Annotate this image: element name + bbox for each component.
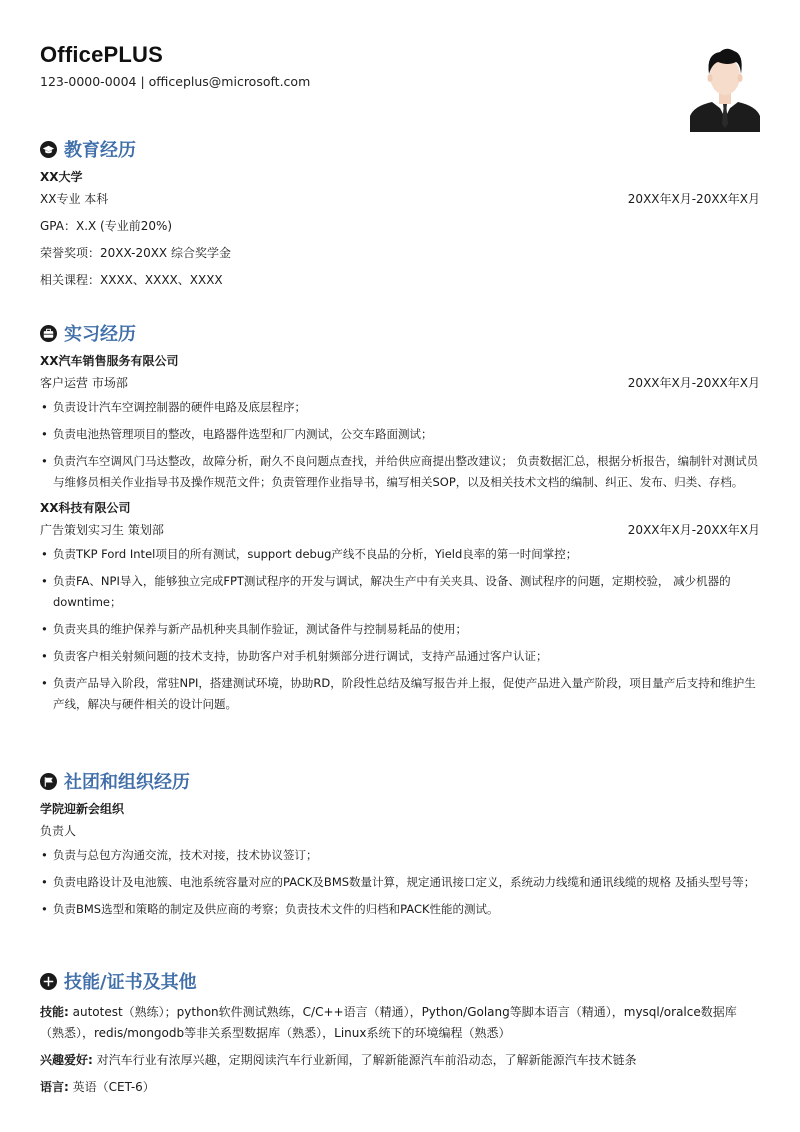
- company-name: XX科技有限公司: [40, 501, 131, 515]
- skill-entry: [40, 1050, 760, 1071]
- internship-section: [40, 320, 760, 721]
- plus-cross-icon: [40, 973, 57, 990]
- skills-heading: [40, 968, 760, 994]
- club-section: [40, 768, 760, 926]
- skill-label: 兴趣爱好:: [40, 1053, 93, 1067]
- company-name: XX汽车销售服务有限公司: [40, 354, 179, 368]
- education-row: [40, 186, 760, 213]
- list-item: • 负责TKP Ford Intel项目的所有测试，support debug产线不良品的分析，Yield良率的第一时间掌控；: [40, 544, 760, 565]
- list-item: • 负责夹具的维护保养与新产品机种夹具制作验证，测试备件与控制易耗品的使用；: [40, 619, 760, 640]
- honors-line: 荣誉奖项：20XX-20XX 综合奖学金: [40, 246, 231, 260]
- contact-info: 123-0000-0004 | officeplus@microsoft.com: [40, 74, 311, 89]
- education-section: [40, 136, 760, 294]
- skill-entry: [40, 1002, 760, 1044]
- skills-section: [40, 968, 760, 1104]
- list-item: • 负责BMS选型和策略的制定及供应商的考察；负责技术文件的归档和PACK性能的测试。: [40, 899, 760, 920]
- skills-list: [40, 1002, 760, 1098]
- job-row: [40, 517, 760, 544]
- skill-label: 技能:: [40, 1005, 69, 1019]
- job-role: 广告策划实习生 策划部: [40, 523, 164, 537]
- list-item: • 负责电路设计及电池簇、电池系统容量对应的PACK及BMS数量计算，规定通讯接口定义，系统动力线缆和通讯线缆的规格 及插头型号等；: [40, 872, 760, 893]
- skills-title: 技能/证书及其他: [64, 972, 197, 993]
- major: XX专业 本科: [40, 192, 109, 206]
- job-entry: [40, 499, 760, 715]
- club-heading: [40, 768, 760, 794]
- list-item: • 负责与总包方沟通交流，技术对接，技术协议签订；: [40, 845, 760, 866]
- skill-text: 英语（CET-6）: [68, 1080, 155, 1094]
- list-item: • 负责电池热管理项目的整改，电路器件选型和厂内测试，公交车路面测试；: [40, 424, 760, 445]
- flag-icon: [40, 773, 57, 790]
- club-title: 社团和组织经历: [64, 772, 190, 793]
- job-period: 20XX年X月-20XX年X月: [627, 523, 760, 537]
- list-item: • 负责FA、NPI导入，能够独立完成FPT测试程序的开发与调试，解决生产中有关夹具、设备、测试程序的问题，定期校验， 减少机器的downtime；: [40, 571, 760, 613]
- club-bullets: [40, 845, 760, 920]
- education-period: 20XX年X月-20XX年X月: [627, 192, 760, 206]
- list-item: • 负责客户相关射频问题的技术支持，协助客户对手机射频部分进行调试，支持产品通过客户认证；: [40, 646, 760, 667]
- list-item: • 负责设计汽车空调控制器的硬件电路及底层程序；: [40, 397, 760, 418]
- briefcase-icon: [40, 325, 57, 342]
- job-role: 客户运营 市场部: [40, 376, 128, 390]
- job-row: [40, 370, 760, 397]
- internship-title: 实习经历: [64, 324, 136, 345]
- job-entry: [40, 352, 760, 493]
- list-item: • 负责汽车空调风门马达整改，故障分析，耐久不良问题点查找，并给供应商提出整改建议； 负责数据汇总，根据分析报告，编制针对测试员与维修员相关作业指导书及操作规范文件；负责管理作业指导书，编写相关SOP，以及相关技术文档的编制、纠正、发布、归类、存档。: [40, 451, 760, 493]
- resume-header: [40, 42, 760, 134]
- graduation-cap-icon: [40, 141, 57, 158]
- club-role: 负责人: [40, 824, 77, 838]
- internship-heading: [40, 320, 760, 346]
- courses-line: 相关课程：XXXX、XXXX、XXXX: [40, 273, 223, 287]
- job-period: 20XX年X月-20XX年X月: [627, 376, 760, 390]
- job-bullets: [40, 397, 760, 493]
- list-item: • 负责产品导入阶段，常驻NPI，搭建测试环境，协助RD，阶段性总结及编写报告并上报，促使产品进入量产阶段，项目量产后支持和维护生产线，解决与硬件相关的设计问题。: [40, 673, 760, 715]
- skill-text: 对汽车行业有浓厚兴趣，定期阅读汽车行业新闻，了解新能源汽车前沿动态，了解新能源汽车技术链条: [92, 1053, 637, 1067]
- job-bullets: [40, 544, 760, 715]
- education-heading: [40, 136, 760, 162]
- education-title: 教育经历: [64, 140, 136, 161]
- gpa-line: GPA：X.X (专业前20%): [40, 219, 173, 233]
- avatar: [690, 42, 760, 132]
- club-org: 学院迎新会组织: [40, 802, 125, 816]
- skill-text: autotest（熟练）；python软件测试熟练，C/C++语言（精通），Python/Golang等脚本语言（精通），mysql/oralce数据库（熟悉），redis/mongodb等非关系型数据库（熟悉），Linux系统下的环境编程（熟悉）: [40, 1005, 737, 1040]
- candidate-name: OfficePLUS: [40, 42, 164, 67]
- skill-label: 语言:: [40, 1080, 69, 1094]
- skill-entry: [40, 1077, 760, 1098]
- school-name: XX大学: [40, 170, 83, 184]
